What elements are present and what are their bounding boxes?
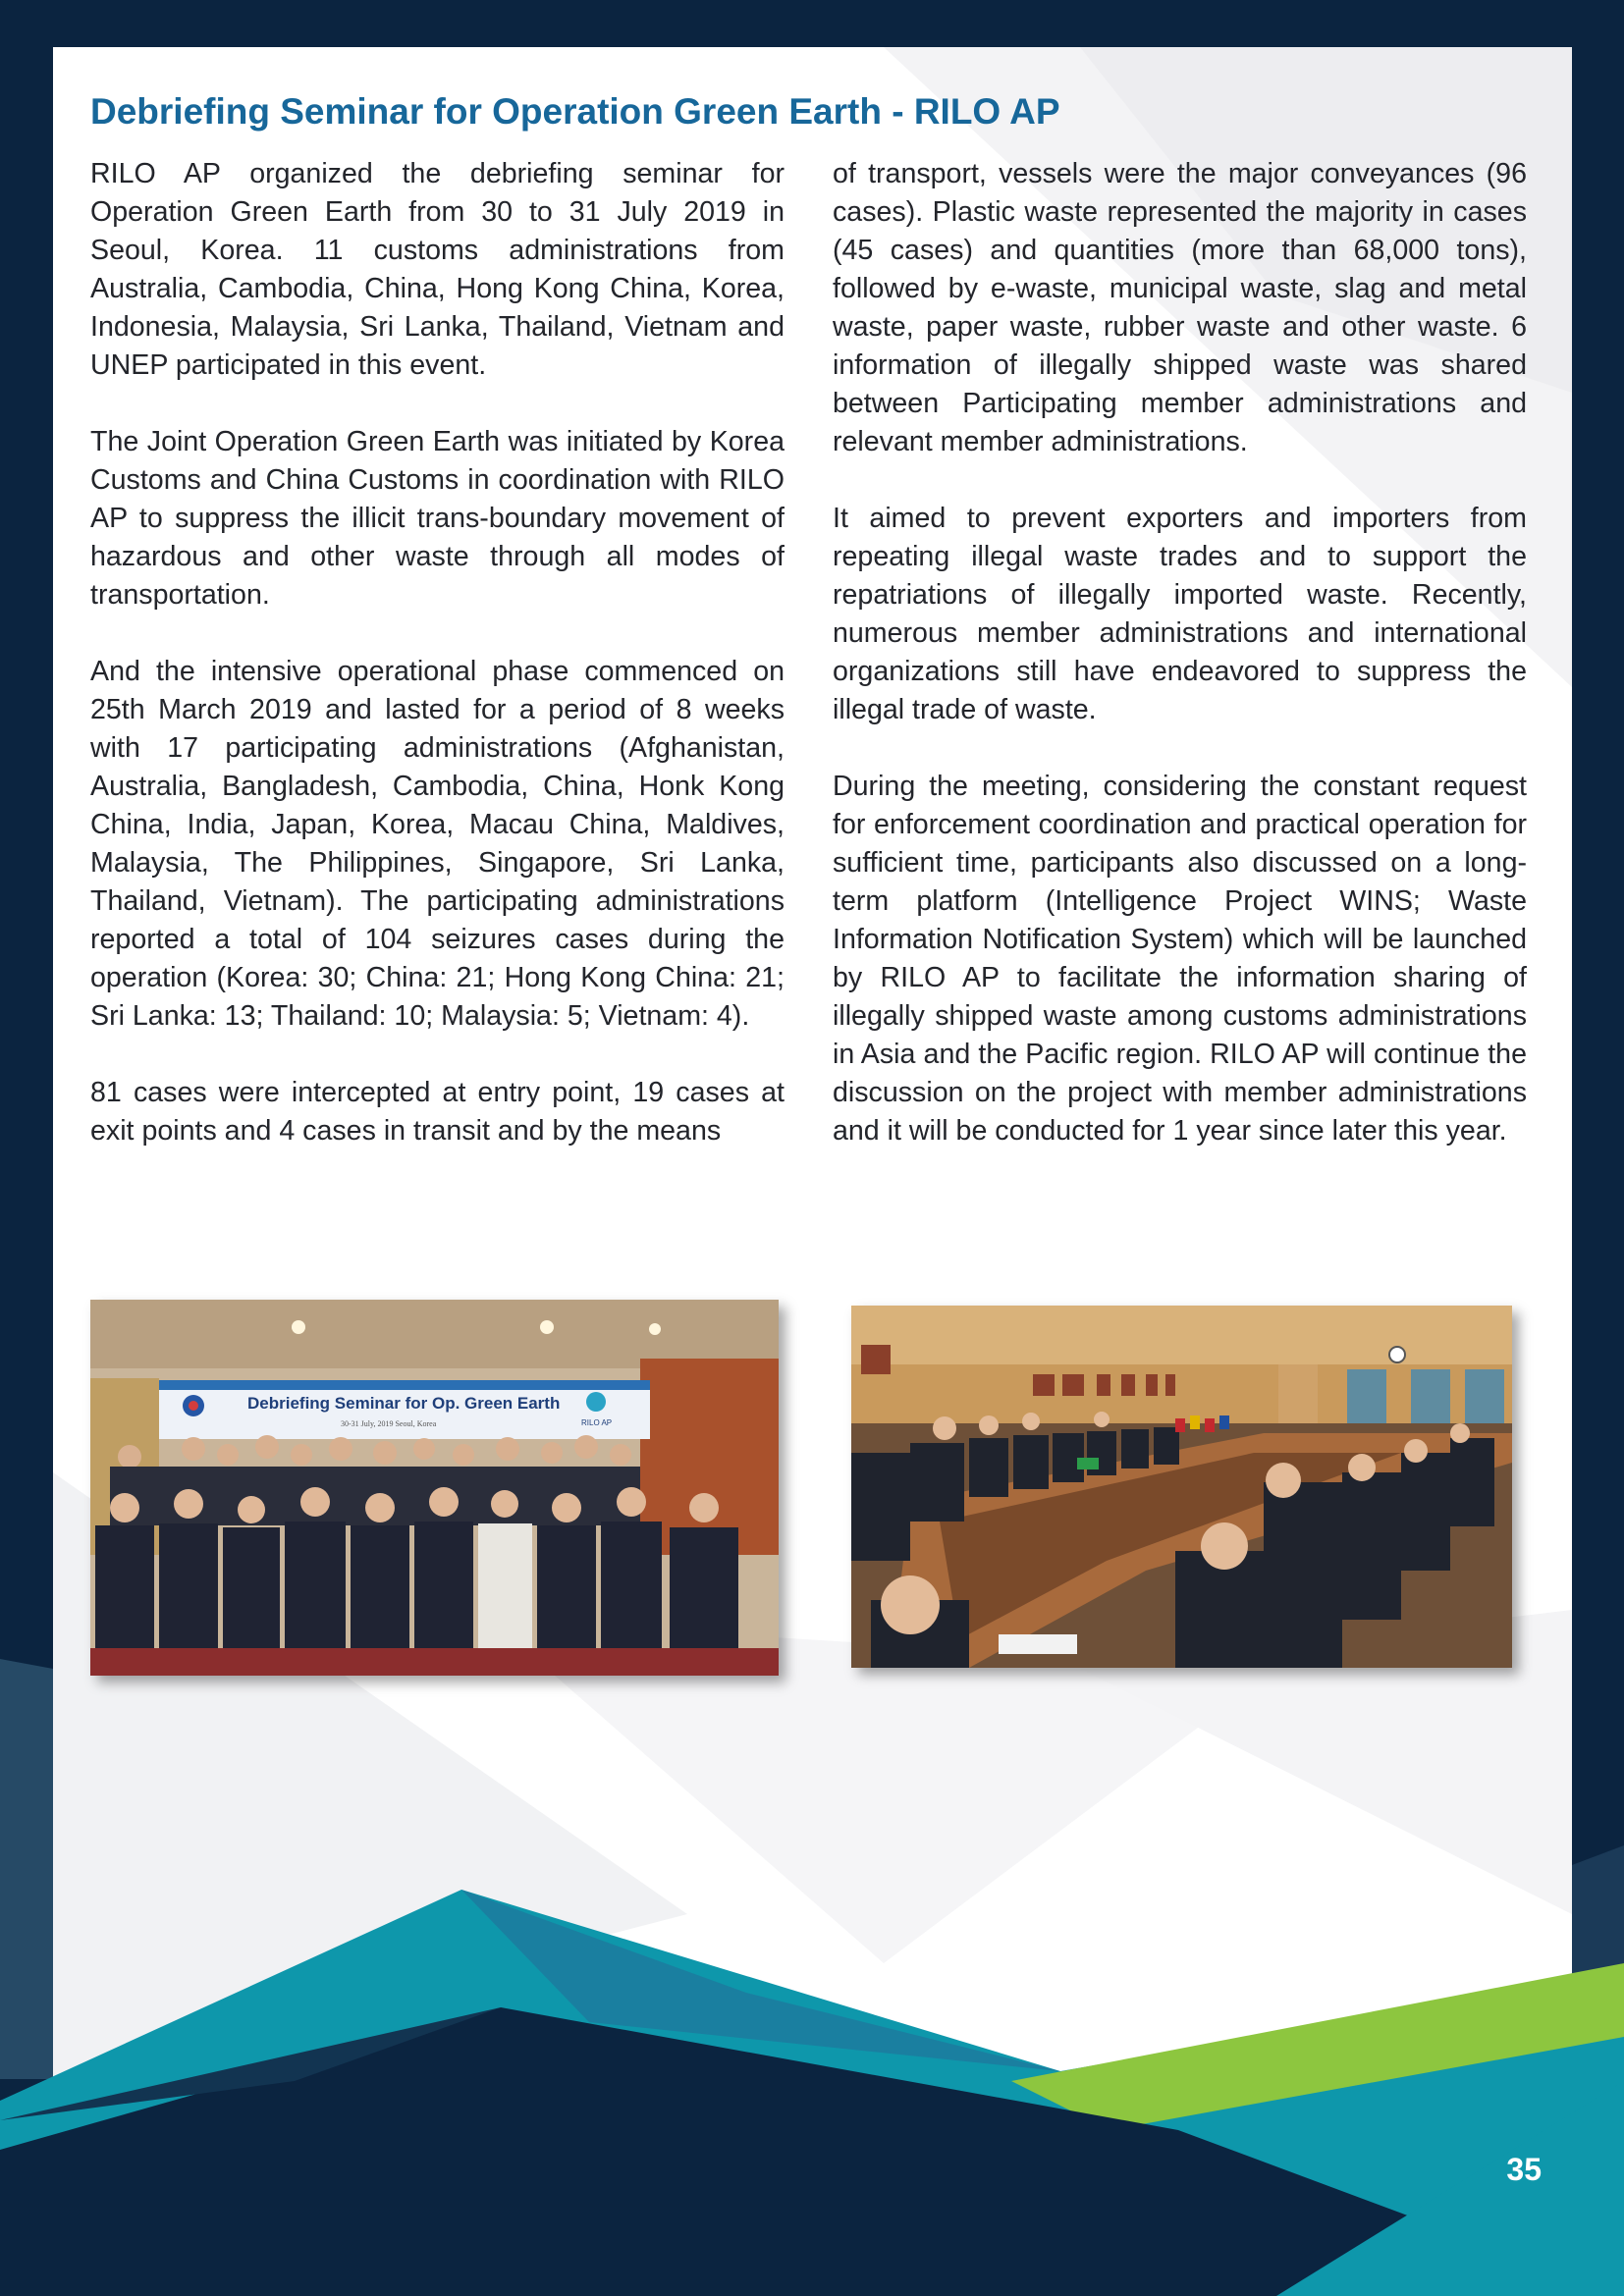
banner-text: Debriefing Seminar for Op. Green Earth <box>247 1394 561 1413</box>
paragraph: of transport, vessels were the major conveyances (96 cases). Plastic waste represented the majority in cases (45 cases) and quantities (more than 68,000 tons), followed by e-waste, municipal waste, slag and metal waste, paper waste, rubber waste and other waste. 6 information of illegally shipped waste was shared between Participating member administrations and relevant member administrations. <box>833 158 1527 457</box>
group-photo-image <box>90 1300 779 1676</box>
banner-subtext: 30-31 July, 2019 Seoul, Korea <box>341 1419 437 1428</box>
paragraph: RILO AP organized the debriefing seminar for Operation Green Earth from 30 to 31 July 2019 in Seoul, Korea. 11 customs administrations from Australia, Cambodia, China, Hong Kong China, Korea, Indonesia, Malaysia, Sri Lanka, Thailand, Vietnam and UNEP participated in this event. <box>90 158 785 381</box>
banner-logo-text: RILO AP <box>581 1418 613 1427</box>
article-title: Debriefing Seminar for Operation Green Earth - RILO AP <box>90 91 1060 132</box>
page-number: 35 <box>1506 2152 1542 2187</box>
meeting-photo <box>851 1306 1512 1668</box>
paragraph: 81 cases were intercepted at entry point, 19 cases at exit points and 4 cases in transit and by the means <box>90 1077 785 1147</box>
group-photo <box>90 1300 779 1676</box>
paragraph: The Joint Operation Green Earth was initiated by Korea Customs and China Customs in coordination with RILO AP to suppress the illicit trans-boundary movement of hazardous and other waste through all modes of transportation. <box>90 426 785 611</box>
right-text-column <box>833 155 1527 1150</box>
meeting-photo-image <box>851 1306 1512 1668</box>
paragraph: And the intensive operational phase commenced on 25th March 2019 and lasted for a period of 8 weeks with 17 participating administrations (Afghanistan, Australia, Bangladesh, Cambodia, China, Honk Kong China, India, Japan, Korea, Macau China, Maldives, Malaysia, The Philippines, Singapore, Sri Lanka, Thailand, Vietnam). The participating administrations reported a total of 104 seizures cases during the operation (Korea: 30; China: 21; Hong Kong China: 21; Sri Lanka: 13; Thailand: 10; Malaysia: 5; Vietnam: 4). <box>90 656 785 1032</box>
left-text-column <box>90 155 785 1150</box>
paragraph: It aimed to prevent exporters and importers from repeating illegal waste trades and to support the repatriations of illegally imported waste. Recently, numerous member administrations and international organizations still have endeavored to suppress the illegal trade of waste. <box>833 503 1527 725</box>
paragraph: During the meeting, considering the constant request for enforcement coordination and practical operation for sufficient time, participants also discussed on a long-term platform (Intelligence Project WINS; Waste Information Notification System) which will be launched by RILO AP to facilitate the information sharing of illegally shipped waste among customs administrations in Asia and the Pacific region. RILO AP will continue the discussion on the project with member administrations and it will be conducted for 1 year since later this year. <box>833 771 1527 1147</box>
